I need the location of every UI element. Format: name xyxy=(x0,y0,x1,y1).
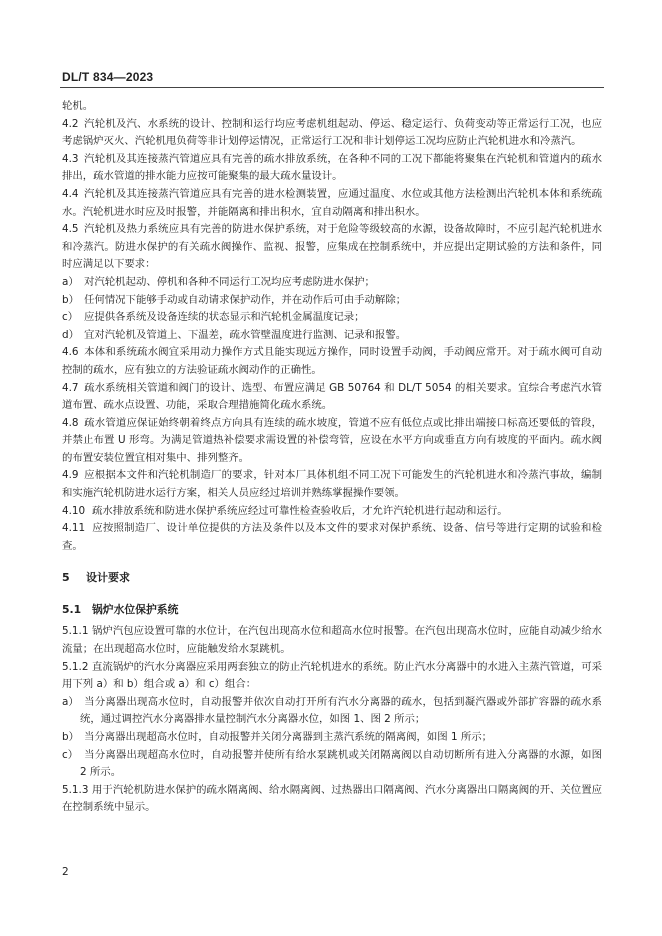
clause-4-11 xyxy=(62,520,602,555)
clause-text: 用于汽轮机防进水保护的疏水隔离阀、给水隔离阀、过热器出口隔离阀、汽水分离器出口隔离阀的开、关位置应在控制系统中显示。 xyxy=(62,783,602,814)
clause-text: 本体和系统疏水阀宜采用动力操作方式且能实现远方操作，同时设置手动阀，手动阀应常开。对于疏水阀可自动控制的疏水，应有独立的方法验证疏水阀动作的正确性。 xyxy=(62,346,602,376)
clause-text: 疏水系统相关管道和阀门的设计、选型、布置应满足 GB 50764 和 DL/T 5054 的相关要求。宜综合考虑汽水管道布置、疏水点设置、功能，采取合理措施简化疏水系统。 xyxy=(62,381,602,412)
list-item xyxy=(62,694,602,729)
list-marker: c） xyxy=(62,748,79,761)
clause-4-5 xyxy=(62,221,602,274)
clause-text: 汽轮机及汽、水系统的设计、控制和运行均应考虑机组起动、停运、稳定运行、负荷变动等正常运行工况，也应考虑锅炉灭火、汽轮机甩负荷等非计划停运情况，正常运行工况和非计划停运工况均应防止汽轮机进水和冷蒸汽。 xyxy=(62,117,602,148)
clause-number: 4.3 xyxy=(62,152,79,165)
clause-text: 疏水管道应保证始终朝着终点方向具有连续的疏水坡度，管道不应有低位点或比排出端接口标高还要低的管段，并禁止布置 U 形弯。为满足管道热补偿要求需设置的补偿弯管，应设在水平方向或垂直方向有坡度的平面内。疏水阀的布置安装位置宜相对集中、排列整齐。 xyxy=(62,416,602,464)
clause-4-9 xyxy=(62,467,602,502)
clause-text: 汽轮机及其连接蒸汽管道应具有完善的进水检测装置，应通过温度、水位或其他方法检测出汽轮机本体和系统疏水。汽轮机进水时应及时报警，并能隔离和排出积水，宜自动隔离和排出积水。 xyxy=(62,187,602,218)
list-item xyxy=(62,292,602,310)
clause-number: 4.9 xyxy=(62,469,79,482)
list-marker: d） xyxy=(62,328,79,341)
clause-4-2 xyxy=(62,116,602,151)
clause-number: 4.11 xyxy=(62,522,86,535)
clause-text: 汽轮机及热力系统应具有完善的防进水保护系统，对于危险等级较高的水源，设备故障时，不应引起汽轮机进水和冷蒸汽。防进水保护的有关疏水阀操作、监视、报警，应集成在控制系统中，并应提出定期试验的方法和条件，同时应满足以下要求： xyxy=(62,223,602,271)
clause-text: 应按照制造厂、设计单位提供的方法及条件以及本文件的要求对保护系统、设备、信号等进行定期的试验和检查。 xyxy=(62,522,602,552)
list-marker: c） xyxy=(62,311,79,324)
page-body xyxy=(62,98,602,817)
clause-4-10 xyxy=(62,503,602,521)
clause-text: 直流锅炉的汽水分离器应采用两套独立的防止汽轮机进水的系统。防止汽水分离器中的水进入主蒸汽管道，可采用下列 a）和 b）组合或 a）和 c）组合： xyxy=(62,660,602,691)
clause-number: 4.6 xyxy=(62,346,79,359)
section-number: 5.1 xyxy=(62,603,82,617)
clause-5-1-1 xyxy=(62,623,602,658)
clause-4-4 xyxy=(62,186,602,221)
page-number: 2 xyxy=(62,866,69,878)
list-marker: b） xyxy=(62,293,79,306)
list-item xyxy=(62,729,602,747)
list-item-text: 对汽轮机起动、停机和各种不同运行工况均应考虑防进水保护； xyxy=(84,275,375,288)
clause-4-3 xyxy=(62,151,602,186)
list-item-text: 当分离器出现高水位时，自动报警并依次自动打开所有汽水分离器的疏水，包括到凝汽器或外部扩容器的疏水系统，通过调控汽水分离器排水量控制汽水分离器水位，如图 1、图 2 所示； xyxy=(80,695,602,726)
clause-5-1-3 xyxy=(62,782,602,817)
header-rule xyxy=(60,87,604,88)
list-marker: a） xyxy=(62,275,79,288)
clause-number: 5.1.1 xyxy=(62,625,89,638)
section-heading-5 xyxy=(62,569,602,587)
clause-number: 4.8 xyxy=(62,416,79,429)
section-number: 5 xyxy=(62,571,70,585)
clause-text: 锅炉汽包应设置可靠的水位计，在汽包出现高水位和超高水位时报警。在汽包出现高水位时，应能自动减少给水流量；在出现超高水位时，应能触发给水泵跳机。 xyxy=(62,625,602,656)
clause-number: 4.10 xyxy=(62,504,86,517)
clause-4-7 xyxy=(62,380,602,415)
list-item-text: 宜对汽轮机及管道上、下温差，疏水管壁温度进行监测、记录和报警。 xyxy=(84,328,407,341)
list-marker: b） xyxy=(62,731,79,743)
clause-number: 4.7 xyxy=(62,381,79,394)
paragraph: 轮机。 xyxy=(62,100,94,112)
clause-text: 疏水排放系统和防进水保护系统应经过可靠性检查验收后，才允许汽轮机进行起动和运行。 xyxy=(92,504,508,517)
list-item-text: 当分离器出现超高水位时，自动报警并关闭分离器到主蒸汽系统的隔离阀，如图 1 所示； xyxy=(84,731,493,743)
list-item xyxy=(62,327,602,345)
clause-4-6 xyxy=(62,344,602,379)
list-item xyxy=(62,747,602,782)
clause-number: 4.5 xyxy=(62,223,79,236)
section-title: 设计要求 xyxy=(86,571,130,585)
section-title: 锅炉水位保护系统 xyxy=(92,603,179,617)
list-item-text: 当分离器出现超高水位时，自动报警并使所有给水泵跳机或关闭隔离阀以自动切断所有进入分离器的水源，如图 2 所示。 xyxy=(80,748,602,779)
list-item-text: 应提供各系统及设备连续的状态显示和汽轮机金属温度记录； xyxy=(84,311,365,324)
list-item-text: 任何情况下能够手动或自动请求保护动作，并在动作后可由手动解除； xyxy=(84,293,407,306)
list-item xyxy=(62,274,602,292)
clause-number: 4.2 xyxy=(62,117,79,130)
clause-5-1-2 xyxy=(62,659,602,694)
list-item xyxy=(62,309,602,327)
clause-text: 汽轮机及其连接蒸汽管道应具有完善的疏水排放系统，在各种不同的工况下都能将聚集在汽轮机和管道内的疏水排出，疏水管道的排水能力应按可能聚集的最大疏水量设计。 xyxy=(62,152,602,183)
list-marker: a） xyxy=(62,695,79,708)
clause-number: 5.1.2 xyxy=(62,660,89,673)
clause-number: 5.1.3 xyxy=(62,783,89,796)
clause-4-8 xyxy=(62,415,602,468)
section-heading-5-1 xyxy=(62,601,602,619)
clause-text: 应根据本文件和汽轮机制造厂的要求，针对本厂具体机组不同工况下可能发生的汽轮机进水和冷蒸汽事故，编制和实施汽轮机防进水运行方案，相关人员应经过培训并熟练掌握操作要领。 xyxy=(62,469,602,500)
document-code-header: DL/T 834—2023 xyxy=(62,70,154,84)
clause-number: 4.4 xyxy=(62,187,79,200)
